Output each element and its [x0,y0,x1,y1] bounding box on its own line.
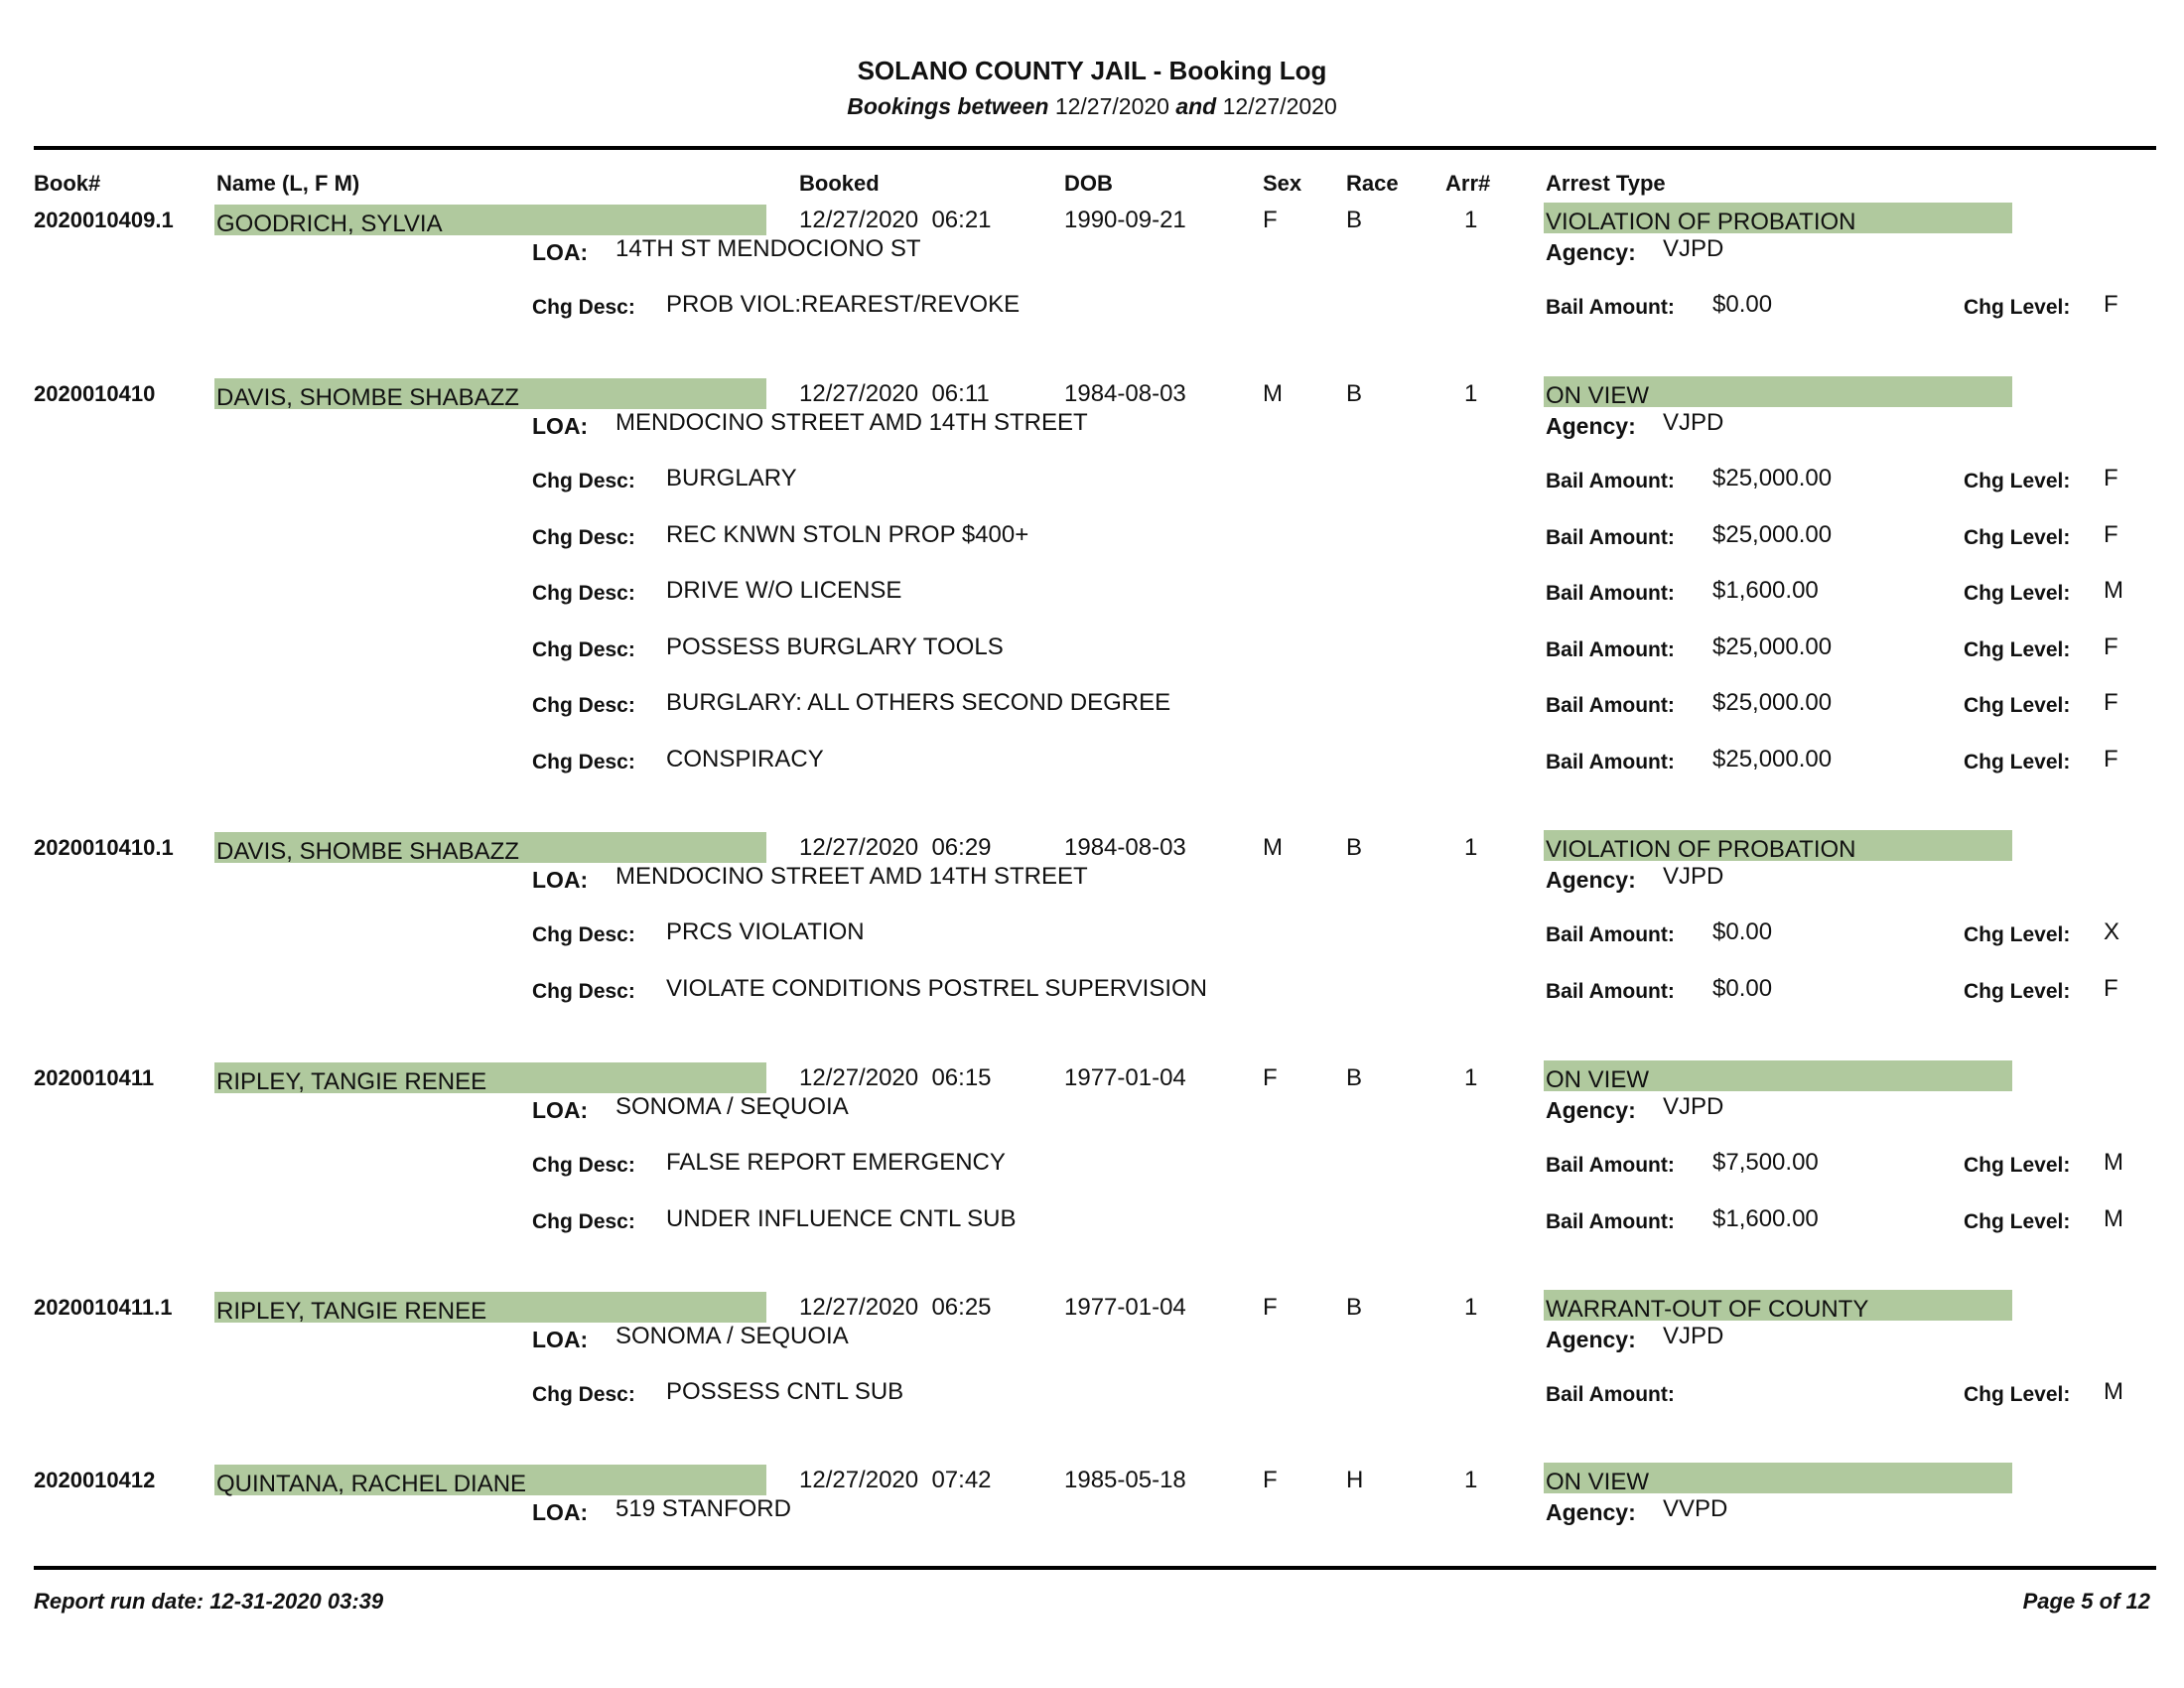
chg-level-value: F [2104,975,2118,1002]
inmate-name: DAVIS, SHOMBE SHABAZZ [216,384,519,411]
bail-amount-value: $25,000.00 [1712,633,1833,660]
loa-label: LOA: [532,1097,589,1123]
agency-value: VJPD [1663,1093,1724,1120]
arrest-count: 1 [1464,380,1478,407]
bail-amount-label: Bail Amount: [1546,751,1675,774]
bail-amount-label: Bail Amount: [1546,582,1675,605]
chg-level-label: Chg Level: [1964,582,2071,605]
race: B [1346,1064,1363,1091]
report-subtitle [0,93,2184,120]
chg-level-label: Chg Level: [1964,980,2071,1003]
dob: 1977-01-04 [1064,1064,1186,1091]
bail-amount-label: Bail Amount: [1546,1154,1675,1177]
dob: 1977-01-04 [1064,1294,1186,1321]
inmate-name: QUINTANA, RACHEL DIANE [216,1471,527,1497]
inmate-name: DAVIS, SHOMBE SHABAZZ [216,838,519,865]
chg-desc-value: VIOLATE CONDITIONS POSTREL SUPERVISION [666,975,1208,1002]
arrest-type: ON VIEW [1546,382,1650,409]
race: H [1346,1467,1364,1493]
bail-amount-label: Bail Amount: [1546,526,1675,549]
book-number: 2020010410.1 [34,835,174,860]
bail-amount-value: $1,600.00 [1712,577,1819,604]
bail-amount-label: Bail Amount: [1546,296,1675,319]
chg-desc-value: UNDER INFLUENCE CNTL SUB [666,1205,1017,1232]
inmate-name-highlight [214,1292,766,1323]
chg-level-value: F [2104,521,2118,548]
start-date: 12/27/2020 [1054,93,1169,119]
booked-datetime: 12/27/2020 06:25 [799,1294,992,1321]
chg-level-value: X [2104,918,2120,945]
bail-amount-value: $7,500.00 [1712,1149,1819,1176]
chg-desc-label: Chg Desc: [532,751,635,774]
dob: 1984-08-03 [1064,834,1186,861]
agency-value: VJPD [1663,1323,1724,1349]
loa-value: 519 STANFORD [615,1495,791,1522]
book-number: 2020010411 [34,1065,155,1090]
chg-level-label: Chg Level: [1964,1154,2071,1177]
chg-desc-label: Chg Desc: [532,296,635,319]
chg-level-value: M [2104,1205,2123,1232]
loa-label: LOA: [532,1499,589,1525]
chg-desc-value: BURGLARY: ALL OTHERS SECOND DEGREE [666,689,1171,716]
bail-amount-value: $25,000.00 [1712,521,1833,548]
col-race: Race [1346,171,1399,196]
sex: F [1263,1294,1278,1321]
chg-level-label: Chg Level: [1964,751,2071,774]
loa-value: SONOMA / SEQUOIA [615,1093,849,1120]
agency-value: VJPD [1663,235,1724,262]
agency-label: Agency: [1546,1499,1636,1525]
report-title: SOLANO COUNTY JAIL - Booking Log [857,56,1327,85]
chg-desc-label: Chg Desc: [532,1154,635,1177]
arrest-type-highlight [1544,1463,2012,1493]
inmate-name-highlight [214,378,766,409]
bail-amount-label: Bail Amount: [1546,980,1675,1003]
chg-desc-value: REC KNWN STOLN PROP $400+ [666,521,1029,548]
inmate-name: RIPLEY, TANGIE RENEE [216,1298,487,1325]
chg-desc-value: POSSESS BURGLARY TOOLS [666,633,1004,660]
col-arr: Arr# [1445,171,1491,196]
chg-desc-label: Chg Desc: [532,638,635,661]
bail-amount-value: $0.00 [1712,918,1773,945]
bail-amount-label: Bail Amount: [1546,638,1675,661]
loa-value: 14TH ST MENDOCIONO ST [615,235,921,262]
sex: F [1263,1467,1278,1493]
loa-label: LOA: [532,1327,589,1352]
col-book: Book# [34,171,101,196]
arrest-count: 1 [1464,207,1478,233]
chg-desc-label: Chg Desc: [532,694,635,717]
arrest-type-highlight [1544,830,2012,861]
loa-value: SONOMA / SEQUOIA [615,1323,849,1349]
col-dob: DOB [1064,171,1113,196]
bail-amount-label: Bail Amount: [1546,470,1675,492]
chg-level-value: F [2104,465,2118,492]
chg-desc-label: Chg Desc: [532,470,635,492]
arrest-type-highlight [1544,1290,2012,1321]
agency-label: Agency: [1546,239,1636,265]
arrest-type-highlight [1544,203,2012,233]
agency-label: Agency: [1546,1097,1636,1123]
race: B [1346,834,1363,861]
arrest-type: WARRANT-OUT OF COUNTY [1546,1296,1869,1323]
agency-label: Agency: [1546,867,1636,893]
booked-datetime: 12/27/2020 06:11 [799,380,990,407]
arrest-type: ON VIEW [1546,1469,1650,1495]
book-number: 2020010409.1 [34,208,174,232]
chg-level-value: F [2104,633,2118,660]
bail-amount-label: Bail Amount: [1546,1383,1675,1406]
agency-label: Agency: [1546,413,1636,439]
inmate-name-highlight [214,205,766,235]
sex: M [1263,380,1283,407]
booked-datetime: 12/27/2020 07:42 [799,1467,992,1493]
agency-value: VJPD [1663,409,1724,436]
arrest-type-highlight [1544,1060,2012,1091]
chg-desc-value: PROB VIOL:REAREST/REVOKE [666,291,1021,318]
bail-amount-value: $25,000.00 [1712,689,1833,716]
chg-level-label: Chg Level: [1964,694,2071,717]
chg-level-value: F [2104,746,2118,773]
chg-desc-value: PRCS VIOLATION [666,918,865,945]
race: B [1346,207,1363,233]
col-booked: Booked [799,171,880,196]
inmate-name-highlight [214,1465,766,1495]
chg-level-value: F [2104,291,2118,318]
chg-desc-label: Chg Desc: [532,923,635,946]
chg-level-value: F [2104,689,2118,716]
chg-desc-label: Chg Desc: [532,526,635,549]
chg-desc-value: POSSESS CNTL SUB [666,1378,904,1405]
chg-level-label: Chg Level: [1964,1383,2071,1406]
bail-amount-label: Bail Amount: [1546,694,1675,717]
agency-label: Agency: [1546,1327,1636,1352]
chg-level-label: Chg Level: [1964,470,2071,492]
chg-level-value: M [2104,1149,2123,1176]
sex: F [1263,1064,1278,1091]
bail-amount-value: $0.00 [1712,975,1773,1002]
page-number: Page 5 of 12 [2022,1589,2150,1614]
top-rule [34,146,2156,150]
chg-desc-label: Chg Desc: [532,1383,635,1406]
chg-level-label: Chg Level: [1964,638,2071,661]
chg-desc-value: DRIVE W/O LICENSE [666,577,902,604]
race: B [1346,1294,1363,1321]
chg-level-value: M [2104,577,2123,604]
bail-amount-value: $0.00 [1712,291,1773,318]
loa-label: LOA: [532,413,589,439]
subtitle-prefix: Bookings between [847,93,1049,119]
chg-desc-label: Chg Desc: [532,1210,635,1233]
col-sex: Sex [1263,171,1302,196]
chg-level-label: Chg Level: [1964,1210,2071,1233]
book-number: 2020010410 [34,381,156,406]
dob: 1985-05-18 [1064,1467,1186,1493]
arrest-count: 1 [1464,1294,1478,1321]
arrest-type: ON VIEW [1546,1066,1650,1093]
chg-level-label: Chg Level: [1964,526,2071,549]
arrest-type: VIOLATION OF PROBATION [1546,209,1856,235]
arrest-count: 1 [1464,1467,1478,1493]
report-run-date: Report run date: 12-31-2020 03:39 [34,1589,384,1614]
loa-label: LOA: [532,239,589,265]
chg-level-label: Chg Level: [1964,296,2071,319]
end-date: 12/27/2020 [1222,93,1337,119]
bottom-rule [34,1566,2156,1570]
arrest-count: 1 [1464,1064,1478,1091]
arrest-count: 1 [1464,834,1478,861]
bail-amount-value: $25,000.00 [1712,746,1833,773]
booked-datetime: 12/27/2020 06:21 [799,207,992,233]
loa-value: MENDOCINO STREET AMD 14TH STREET [615,409,1088,436]
dob: 1984-08-03 [1064,380,1186,407]
chg-desc-value: FALSE REPORT EMERGENCY [666,1149,1006,1176]
inmate-name: RIPLEY, TANGIE RENEE [216,1068,487,1095]
loa-label: LOA: [532,867,589,893]
inmate-name-highlight [214,832,766,863]
inmate-name-highlight [214,1062,766,1093]
chg-level-value: M [2104,1378,2123,1405]
arrest-type: VIOLATION OF PROBATION [1546,836,1856,863]
loa-value: MENDOCINO STREET AMD 14TH STREET [615,863,1088,890]
booked-datetime: 12/27/2020 06:15 [799,1064,992,1091]
book-number: 2020010411.1 [34,1295,173,1320]
sex: F [1263,207,1278,233]
arrest-type-highlight [1544,376,2012,407]
bail-amount-value: $25,000.00 [1712,465,1833,492]
agency-value: VVPD [1663,1495,1728,1522]
subtitle-and: and [1175,93,1217,119]
chg-desc-label: Chg Desc: [532,980,635,1003]
chg-desc-label: Chg Desc: [532,582,635,605]
race: B [1346,380,1363,407]
bail-amount-label: Bail Amount: [1546,1210,1675,1233]
inmate-name: GOODRICH, SYLVIA [216,211,443,237]
sex: M [1263,834,1283,861]
dob: 1990-09-21 [1064,207,1186,233]
col-name: Name (L, F M) [216,171,360,196]
chg-desc-value: BURGLARY [666,465,797,492]
bail-amount-value: $1,600.00 [1712,1205,1819,1232]
book-number: 2020010412 [34,1468,156,1492]
chg-desc-value: CONSPIRACY [666,746,824,773]
booked-datetime: 12/27/2020 06:29 [799,834,992,861]
bail-amount-label: Bail Amount: [1546,923,1675,946]
agency-value: VJPD [1663,863,1724,890]
chg-level-label: Chg Level: [1964,923,2071,946]
col-arrest-type: Arrest Type [1546,171,1666,196]
